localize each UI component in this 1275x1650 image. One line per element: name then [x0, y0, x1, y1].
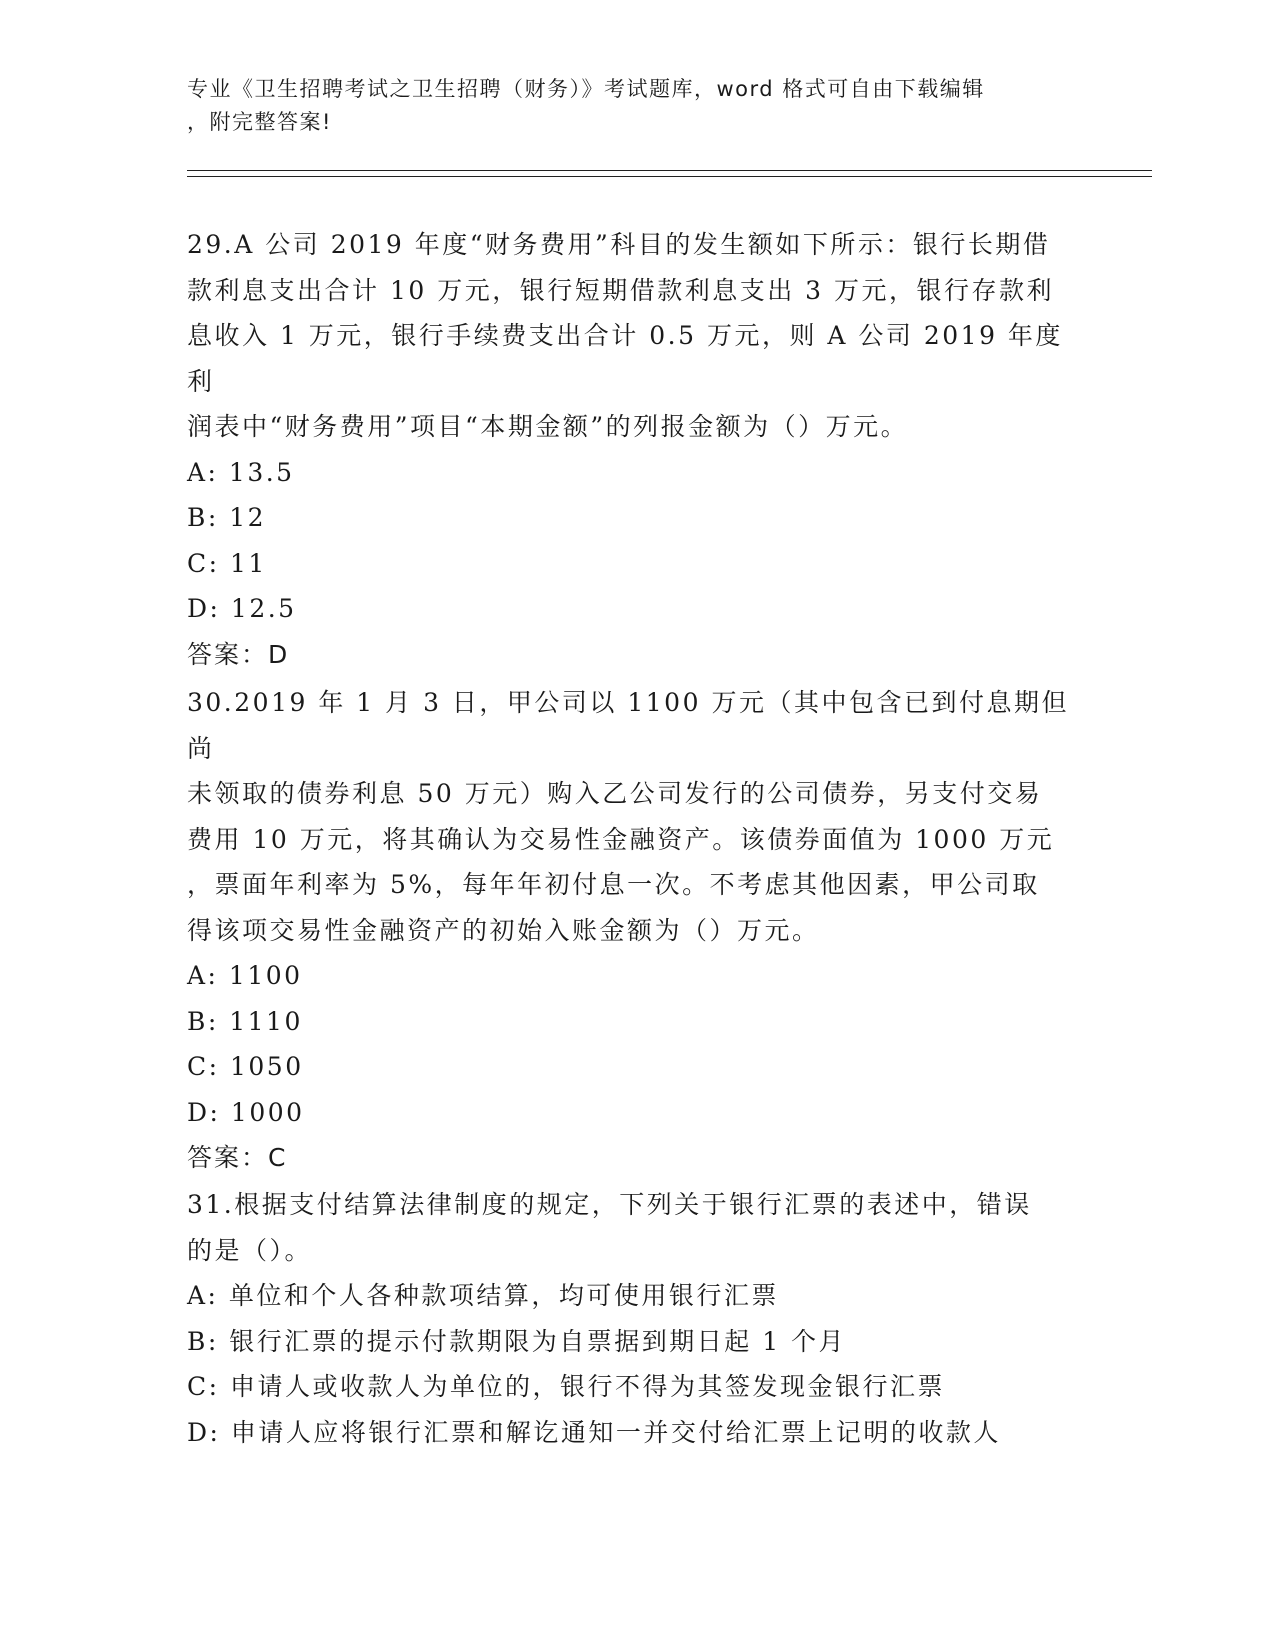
- stem-line: 款利息支出合计 10 万元，银行短期借款利息支出 3 万元，银行存款利: [187, 275, 1055, 305]
- stem-line: 润表中“财务费用”项目“本期金额”的列报金额为（）万元。: [187, 412, 909, 441]
- answer: 答案：C: [187, 1143, 288, 1172]
- stem-line: 30.2019 年 1 月 3 日，甲公司以 1100 万元（其中包含已到付息期但尚: [187, 688, 1069, 763]
- question-stem: [187, 222, 1077, 450]
- document-header: [187, 73, 1067, 139]
- option-a: A: 单位和个人各种款项结算，均可使用银行汇票: [187, 1281, 779, 1310]
- header-line-2: ，附完整答案!: [187, 110, 332, 134]
- stem-line: ，票面年利率为 5%，每年年初付息一次。不考虑其他因素，甲公司取: [187, 870, 1040, 899]
- stem-line: 费用 10 万元，将其确认为交易性金融资产。该债券面值为 1000 万元: [187, 824, 1055, 854]
- option-d: D: 12.5: [187, 594, 297, 623]
- question-30: [187, 680, 1077, 1181]
- header-line-1: 专业《卫生招聘考试之卫生招聘（财务）》考试题库，word 格式可自由下载编辑: [187, 77, 985, 101]
- stem-line: 31.根据支付结算法律制度的规定，下列关于银行汇票的表述中，错误: [187, 1190, 1032, 1219]
- stem-line: 29.A 公司 2019 年度“财务费用”科目的发生额如下所示：银行长期借: [187, 230, 1051, 259]
- option-b: B: 银行汇票的提示付款期限为自票据到期日起 1 个月: [187, 1326, 847, 1356]
- option-a: A: 13.5: [187, 457, 295, 487]
- option-b: B: 12: [187, 503, 267, 532]
- question-31: [187, 1182, 1077, 1455]
- option-c: C: 11: [187, 548, 267, 578]
- option-b: B: 1110: [187, 1006, 303, 1036]
- option-c: C: 1050: [187, 1052, 304, 1081]
- option-c: C: 申请人或收款人为单位的，银行不得为其签发现金银行汇票: [187, 1372, 946, 1401]
- option-d: D: 申请人应将银行汇票和解讫通知一并交付给汇票上记明的收款人: [187, 1417, 1001, 1447]
- stem-line: 的是（）。: [187, 1235, 313, 1265]
- option-d: D: 1000: [187, 1097, 305, 1127]
- header-divider-top: [187, 170, 1152, 171]
- stem-line: 未领取的债券利息 50 万元）购入乙公司发行的公司债券，另支付交易: [187, 779, 1043, 808]
- option-a: A: 1100: [187, 961, 303, 990]
- stem-line: 息收入 1 万元，银行手续费支出合计 0.5 万元，则 A 公司 2019 年度利: [187, 321, 1063, 396]
- question-29: [187, 222, 1077, 677]
- question-stem: [187, 680, 1077, 953]
- header-divider-bottom: [187, 176, 1152, 177]
- question-stem: [187, 1182, 1077, 1273]
- answer: 答案：D: [187, 639, 290, 669]
- stem-line: 得该项交易性金融资产的初始入账金额为（）万元。: [187, 915, 820, 945]
